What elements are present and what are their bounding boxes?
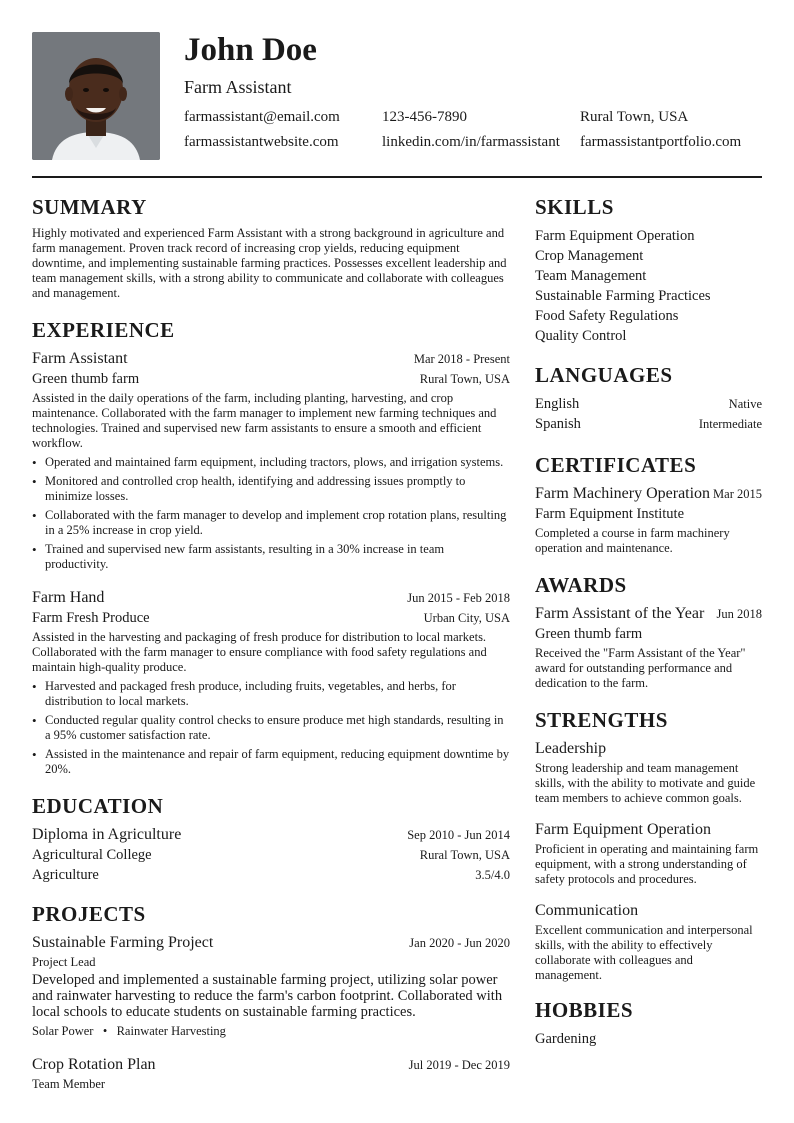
project-header [32, 1055, 510, 1075]
job-dates: Jun 2015 - Feb 2018 [407, 591, 510, 605]
experience-entry [32, 349, 510, 572]
contact-website[interactable]: farmassistantwebsite.com [184, 134, 339, 150]
job-role: Farm Assistant [32, 350, 128, 367]
education-location: Rural Town, USA [419, 848, 510, 862]
job-role: Farm Hand [32, 589, 105, 606]
list-item: • Trained and supervised new farm assistants, resulting in a 30% increase in team productivity. [32, 542, 510, 572]
contact-email[interactable]: farmassistant@email.com [184, 109, 340, 125]
skills-list [535, 226, 762, 346]
skill-item: Food Safety Regulations [535, 308, 679, 324]
hobbies-heading: HOBBIES [535, 998, 634, 1022]
project-dates: Jan 2020 - Jun 2020 [409, 936, 510, 950]
languages-heading: LANGUAGES [535, 363, 673, 387]
education-field: Agriculture [32, 867, 99, 883]
award-org: Green thumb farm [535, 626, 643, 642]
list-item: • Monitored and controlled crop health, identifying and addressing issues promptly to minimize losses. [32, 474, 510, 504]
award-date: Jun 2018 [716, 607, 762, 621]
list-item: • Harvested and packaged fresh produce, including fruits, vegetables, and herbs, for distribution to local markets. [32, 679, 510, 709]
header-info [184, 32, 762, 160]
list-item: • Collaborated with the farm manager to develop and implement crop rotation plans, resulting in a 25% increase in crop yield. [32, 508, 510, 538]
person-portrait-icon [32, 32, 160, 160]
strengths-heading: STRENGTHS [535, 708, 668, 732]
strength-name: Communication [535, 902, 639, 919]
awards-heading: AWARDS [535, 573, 627, 597]
projects-heading: PROJECTS [32, 902, 146, 926]
experience-entry [32, 588, 510, 777]
education-entry [32, 825, 510, 885]
language-level: Intermediate [698, 417, 762, 431]
language-row [535, 414, 762, 434]
strength-description: Proficient in operating and maintaining farm equipment, with a strong understanding of safety protocols and procedures. [535, 842, 759, 886]
job-bullets [32, 679, 510, 777]
job-subheader [32, 369, 510, 389]
strength-name: Farm Equipment Operation [535, 821, 711, 838]
skill-item: Farm Equipment Operation [535, 228, 695, 244]
summary-heading: SUMMARY [32, 195, 147, 219]
hobby-item: Gardening [535, 1031, 597, 1047]
experience-heading: EXPERIENCE [32, 318, 175, 342]
job-description: Assisted in the daily operations of the farm, including planting, harvesting, and crop maintenance. Collaborated with the farm manager to implement new farming techniques and technologies. Trained and supervised new farm assistants to ensure a smooth and efficient workflow. [32, 391, 497, 450]
job-bullets [32, 455, 510, 572]
certificate-description: Completed a course in farm machinery operation and maintenance. [535, 526, 730, 555]
skill-item: Sustainable Farming Practices [535, 288, 711, 304]
certificate-issuer: Farm Equipment Institute [535, 506, 685, 522]
contact-portfolio[interactable]: farmassistantportfolio.com [580, 134, 742, 150]
language-level: Native [728, 397, 762, 411]
project-header [32, 933, 510, 953]
list-item: • Conducted regular quality control checks to ensure produce met high standards, resulting in a 95% customer satisfaction rate. [32, 713, 510, 743]
award-header [535, 604, 762, 624]
project-entry [32, 1055, 510, 1092]
job-company: Farm Fresh Produce [32, 610, 150, 626]
education-gpa: 3.5/4.0 [475, 868, 510, 882]
language-row [535, 394, 762, 414]
resume-header [32, 32, 762, 160]
contact-location: Rural Town, USA [580, 109, 689, 125]
project-tag: Rainwater Harvesting [116, 1024, 226, 1038]
project-name: Crop Rotation Plan [32, 1056, 156, 1073]
education-header [32, 825, 510, 845]
strength-description: Strong leadership and team management skills, with the ability to motivate and guide team members to achieve common goals. [535, 761, 756, 805]
project-role: Team Member [32, 1077, 106, 1091]
candidate-name: John Doe [184, 32, 317, 68]
tag-separator: • [96, 1024, 114, 1038]
left-column [32, 178, 510, 1098]
project-entry [32, 933, 510, 1039]
education-school: Agricultural College [32, 847, 152, 863]
certificate-header [535, 484, 762, 504]
award-name: Farm Assistant of the Year [535, 605, 705, 622]
education-subheader [32, 845, 510, 865]
resume-body [32, 178, 762, 1098]
certificates-heading: CERTIFICATES [535, 453, 697, 477]
candidate-title: Farm Assistant [184, 77, 292, 97]
contact-grid [184, 108, 762, 152]
profile-photo [32, 32, 160, 160]
language-name: English [535, 396, 580, 412]
contact-linkedin[interactable]: linkedin.com/in/farmassistant [382, 134, 560, 150]
certificate-date: Mar 2015 [713, 487, 762, 501]
right-column [535, 178, 762, 1098]
strength-description: Excellent communication and interpersonal skills, with the ability to effectively collaborate with colleagues and management. [535, 923, 753, 982]
summary-text: Highly motivated and experienced Farm Assistant with a strong background in agriculture and farm management. Proven track record of increasing crop yields, reducing equipment downtime, and implementing sustainable farming practices. Possesses excellent leadership and team management skills, with a strong ability to communicate and collaborate with colleagues and management. [32, 226, 507, 300]
job-header [32, 588, 510, 608]
language-name: Spanish [535, 416, 581, 432]
education-heading: EDUCATION [32, 794, 164, 818]
job-location: Urban City, USA [423, 611, 510, 625]
job-subheader [32, 608, 510, 628]
job-dates: Mar 2018 - Present [413, 352, 510, 366]
job-description: Assisted in the harvesting and packaging of fresh produce for distribution to local markets. Collaborated with the farm manager to ensure compliance with food safety regulations and maintain high-quality produce. [32, 630, 487, 674]
contact-phone[interactable]: 123-456-7890 [382, 109, 467, 125]
education-field-row [32, 865, 510, 885]
list-item: • Assisted in the maintenance and repair of farm equipment, reducing equipment downtime by 20%. [32, 747, 510, 777]
award-description: Received the "Farm Assistant of the Year" award for outstanding performance and dedication to the farm. [535, 646, 746, 690]
education-dates: Sep 2010 - Jun 2014 [407, 828, 510, 842]
list-item: • Operated and maintained farm equipment, including tractors, plows, and irrigation systems. [32, 455, 510, 470]
certificate-name: Farm Machinery Operation [535, 485, 711, 502]
job-location: Rural Town, USA [419, 372, 510, 386]
project-description: Developed and implemented a sustainable farming project, utilizing solar power and rainwater harvesting to reduce the farm's carbon footprint. Collaborated with local schools to educate students on sustainable farming practices. [32, 972, 503, 1020]
project-tag: Solar Power [32, 1024, 94, 1038]
skill-item: Team Management [535, 268, 647, 284]
skill-item: Crop Management [535, 248, 644, 264]
strength-name: Leadership [535, 740, 607, 757]
job-header [32, 349, 510, 369]
job-company: Green thumb farm [32, 371, 140, 387]
project-dates: Jul 2019 - Dec 2019 [408, 1058, 510, 1072]
education-degree: Diploma in Agriculture [32, 826, 182, 843]
skill-item: Quality Control [535, 328, 627, 344]
project-role: Project Lead [32, 955, 96, 969]
project-tags [32, 1024, 510, 1039]
project-name: Sustainable Farming Project [32, 934, 214, 951]
skills-heading: SKILLS [535, 195, 614, 219]
